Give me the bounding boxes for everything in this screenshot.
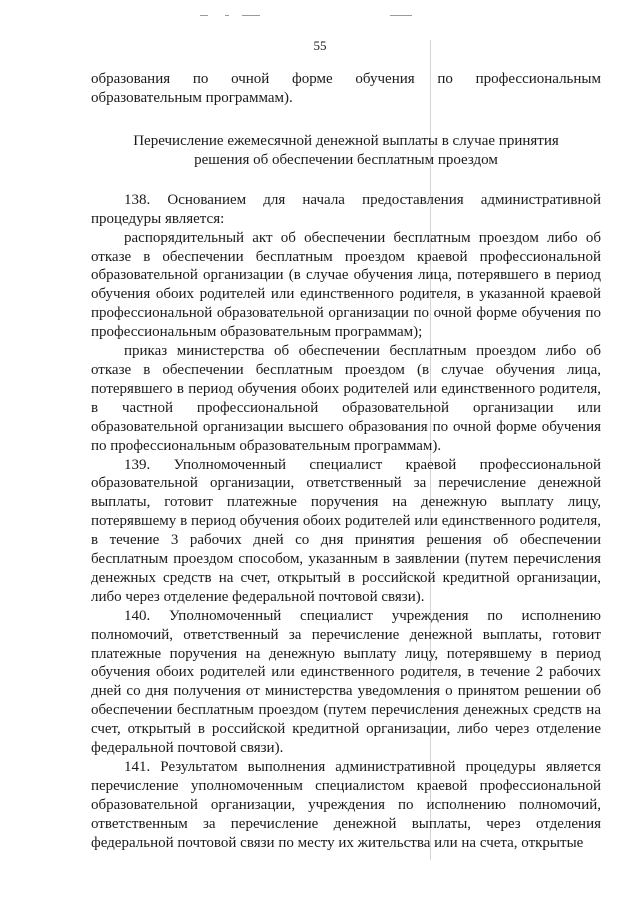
intro-paragraph: образования по очной форме обучения по профессиональным образовательным программам).: [91, 71, 601, 106]
page-number: 55: [313, 38, 327, 53]
document-body: [91, 70, 601, 853]
section-heading: [91, 132, 601, 170]
section-heading-line-2: решения об обеспечении бесплатным проездом: [194, 151, 498, 168]
scan-artifacts: [180, 12, 440, 22]
paragraph-138-item-1: распорядительный акт об обеспечении бесплатным проездом либо об отказе в обеспечении бесплатным проездом краевой профессиональной образовательной организации (в случае обучения лица, потерявшего в период обучения обоих родителей или единственного родителя, в указанной краевой профессиональной образовательной организации по очной форме обучения по профессиональным образовательным программам);: [91, 229, 601, 341]
paragraph-138-item-2: приказ министерства об обеспечении бесплатным проездом либо об отказе в обеспечении бесплатным проездом (в случае обучения лица, потерявшего в период обучения обоих родителей или единственного родителя, в частной профессиональной образовательной организации или образовательной организации высшего образования по очной форме обучения по профессиональным образовательным программам).: [91, 343, 601, 454]
paragraph-141: 141. Результатом выполнения административной процедуры является перечисление уполномоченным специалистом краевой профессиональной образовательной организации, учреждения по исполнению полномочий, ответственным за перечисление денежной выплаты, через отделения федеральной почтовой связи по месту их жительства или на счета, открытые: [91, 759, 601, 851]
paragraph-138: 138. Основанием для начала предоставления административной процедуры является:: [91, 191, 601, 227]
paragraph-140: 140. Уполномоченный специалист учреждения по исполнению полномочий, ответственный за перечисление денежной выплаты, готовит платежные поручения на денежную выплату лицу, потерявшему в период обучения обоих родителей или единственного родителя, в течение 2 рабочих дней со дня получения от министерства уведомления о принятом решении об обеспечении бесплатным проездом (путем перечисления денежных средств на счет, открытый в российской кредитной организации, либо через отделение федеральной почтовой связи).: [91, 607, 601, 757]
section-heading-line-1: Перечисление ежемесячной денежной выплаты в случае принятия: [133, 132, 559, 149]
paragraph-139: 139. Уполномоченный специалист краевой профессиональной образовательной организации, ответственный за перечисление денежной выплаты, готовит платежные поручения на денежную выплату лицу, потерявшему в период обучения обоих родителей или единственного родителя, в течение 3 рабочих дней со дня принятия решения об обеспечении бесплатным проездом способом, указанным в заявлении (путем перечисления денежных средств на счет, открытый в российской кредитной организации, либо через отделение федеральной почтовой связи).: [91, 456, 601, 605]
